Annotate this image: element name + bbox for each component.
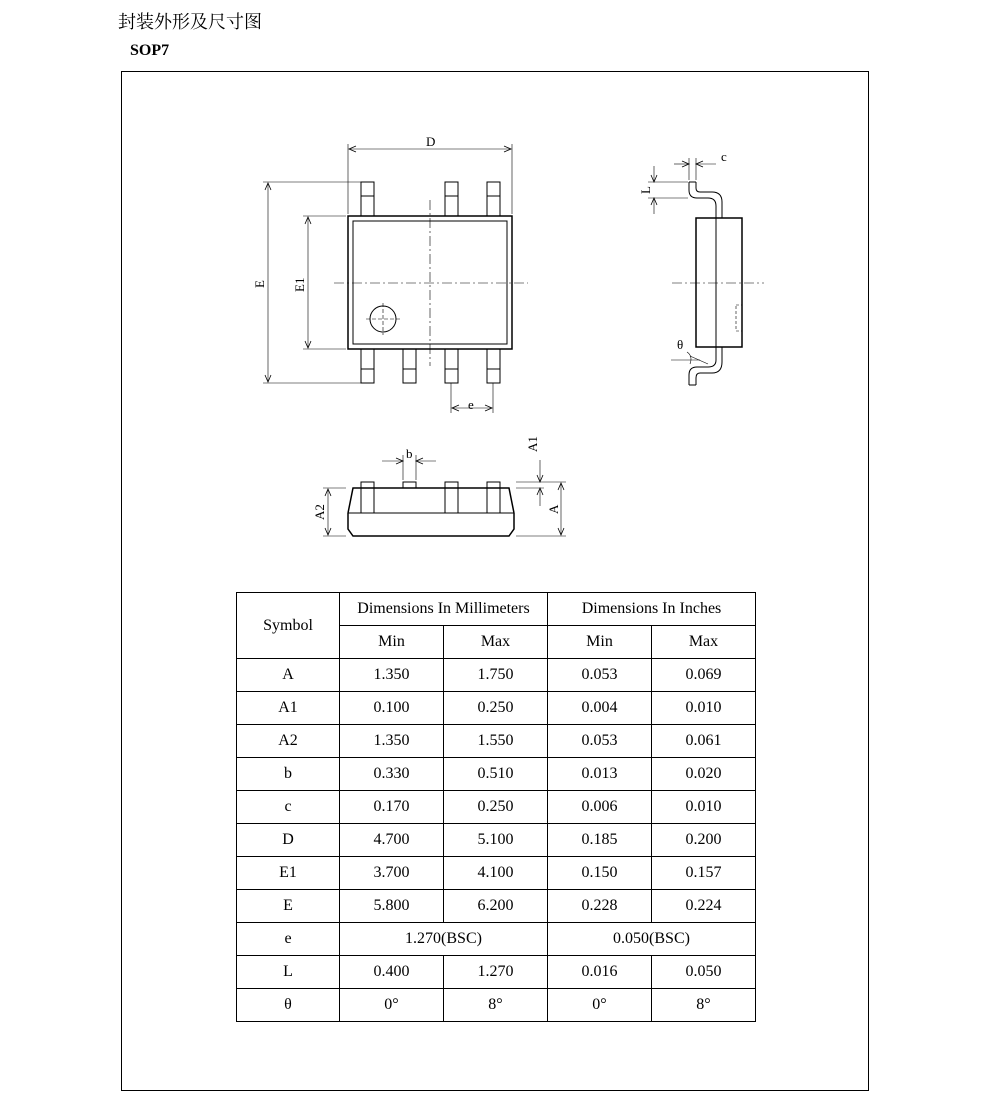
table-row [237, 824, 756, 857]
inch-min-cell: 0.185 [548, 824, 652, 857]
symbol-cell: c [237, 791, 340, 824]
table-row [237, 890, 756, 923]
mm-max-header: Max [444, 626, 548, 659]
table-row [237, 857, 756, 890]
mm-max-cell: 0.510 [444, 758, 548, 791]
table-row [237, 923, 756, 956]
dimensions-table [236, 592, 756, 1022]
symbol-cell: E [237, 890, 340, 923]
label-E: E [252, 280, 267, 288]
mm-min-cell: 3.700 [340, 857, 444, 890]
mm-max-cell: 6.200 [444, 890, 548, 923]
table-row [237, 758, 756, 791]
mm-max-cell: 5.100 [444, 824, 548, 857]
label-D: D [426, 134, 436, 149]
inch-max-cell: 0.224 [652, 890, 756, 923]
mm-max-cell: 1.270 [444, 956, 548, 989]
inch-min-cell: 0.013 [548, 758, 652, 791]
front-view [323, 455, 566, 536]
label-L: L [638, 186, 653, 194]
mm-min-header: Min [340, 626, 444, 659]
mm-min-cell: 0.330 [340, 758, 444, 791]
side-view [648, 158, 764, 385]
inch-min-cell: 0.006 [548, 791, 652, 824]
inch-min-header: Min [548, 626, 652, 659]
mm-min-cell: 4.700 [340, 824, 444, 857]
inch-max-cell: 8° [652, 989, 756, 1022]
symbol-cell: A1 [237, 692, 340, 725]
mm-min-cell: 1.350 [340, 659, 444, 692]
symbol-cell: θ [237, 989, 340, 1022]
symbol-cell: A2 [237, 725, 340, 758]
inch-max-cell: 0.069 [652, 659, 756, 692]
mm-max-cell: 0.250 [444, 791, 548, 824]
inch-max-cell: 0.157 [652, 857, 756, 890]
inch-min-cell: 0.004 [548, 692, 652, 725]
label-A1: A1 [525, 436, 540, 452]
symbol-cell: A [237, 659, 340, 692]
inch-min-cell: 0.228 [548, 890, 652, 923]
symbol-cell: E1 [237, 857, 340, 890]
mm-max-cell: 4.100 [444, 857, 548, 890]
table-row [237, 659, 756, 692]
inch-min-cell: 0° [548, 989, 652, 1022]
mm-min-cell: 0.400 [340, 956, 444, 989]
mm-bsc-cell: 1.270(BSC) [340, 923, 548, 956]
inch-max-cell: 0.010 [652, 692, 756, 725]
label-A2: A2 [312, 504, 327, 520]
table-row [237, 989, 756, 1022]
inch-min-cell: 0.053 [548, 725, 652, 758]
table-row [237, 725, 756, 758]
label-e: e [468, 397, 474, 412]
label-theta: θ [677, 337, 684, 352]
inch-max-cell: 0.020 [652, 758, 756, 791]
inch-bsc-cell: 0.050(BSC) [548, 923, 756, 956]
label-c: c [721, 149, 727, 164]
symbol-cell: D [237, 824, 340, 857]
table-row [237, 791, 756, 824]
mm-min-cell: 0° [340, 989, 444, 1022]
mm-group-header: Dimensions In Millimeters [340, 593, 548, 626]
inch-max-cell: 0.010 [652, 791, 756, 824]
inch-max-header: Max [652, 626, 756, 659]
table-header-row [237, 593, 756, 626]
inch-max-cell: 0.200 [652, 824, 756, 857]
inch-min-cell: 0.016 [548, 956, 652, 989]
label-A: A [546, 504, 561, 514]
inch-max-cell: 0.050 [652, 956, 756, 989]
symbol-header: Symbol [237, 593, 340, 659]
mm-max-cell: 1.750 [444, 659, 548, 692]
mm-max-cell: 1.550 [444, 725, 548, 758]
mm-max-cell: 8° [444, 989, 548, 1022]
mm-max-cell: 0.250 [444, 692, 548, 725]
symbol-cell: e [237, 923, 340, 956]
mm-min-cell: 0.170 [340, 791, 444, 824]
mm-min-cell: 1.350 [340, 725, 444, 758]
inch-min-cell: 0.053 [548, 659, 652, 692]
symbol-cell: L [237, 956, 340, 989]
mm-min-cell: 0.100 [340, 692, 444, 725]
inch-max-cell: 0.061 [652, 725, 756, 758]
package-name: SOP7 [130, 42, 170, 59]
page-title: 封装外形及尺寸图 [118, 12, 262, 33]
label-E1: E1 [292, 277, 307, 292]
inch-min-cell: 0.150 [548, 857, 652, 890]
inch-group-header: Dimensions In Inches [548, 593, 756, 626]
table-row [237, 692, 756, 725]
label-b: b [406, 446, 413, 461]
table-row [237, 956, 756, 989]
symbol-cell: b [237, 758, 340, 791]
mm-min-cell: 5.800 [340, 890, 444, 923]
